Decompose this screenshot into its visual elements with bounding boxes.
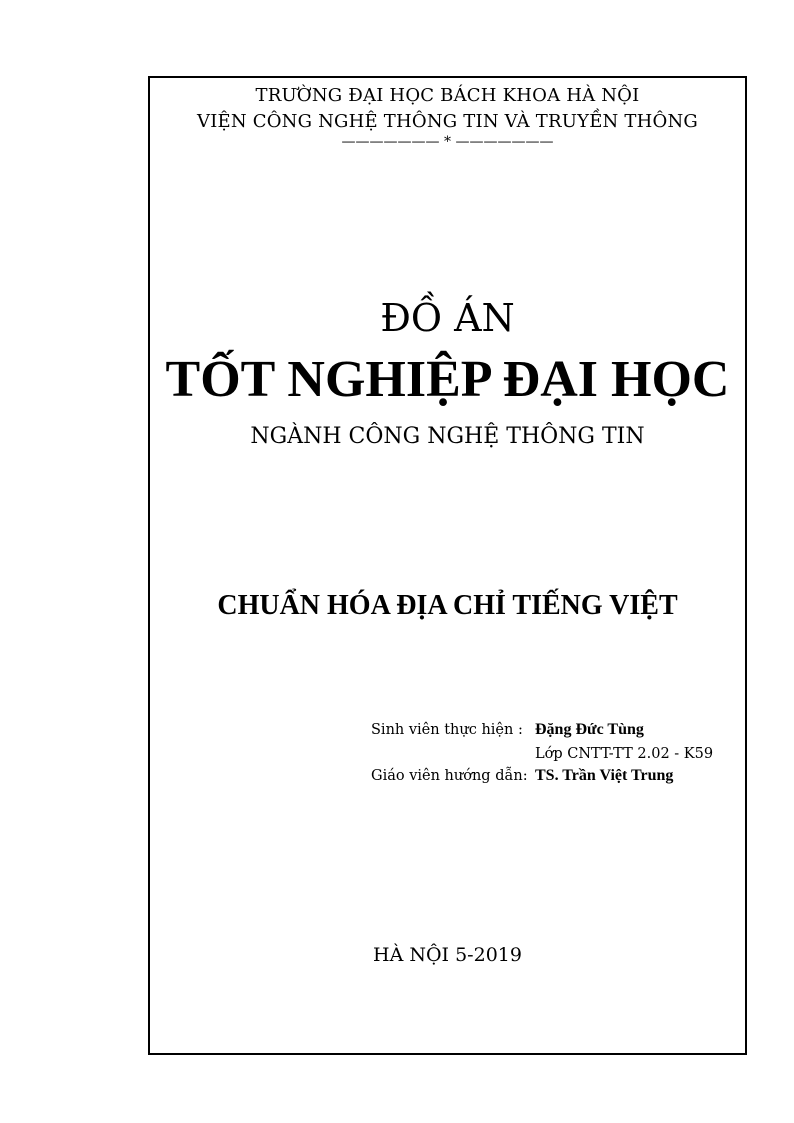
page-border-frame xyxy=(148,76,747,1055)
thesis-title: CHUẨN HÓA ĐỊA CHỈ TIẾNG VIỆT xyxy=(217,590,678,621)
advisor-label: Giáo viên hướng dẫn: xyxy=(371,768,528,784)
place-date: HÀ NỘI 5-2019 xyxy=(373,944,522,966)
advisor-name: TS. Trần Việt Trung xyxy=(535,767,674,784)
degree-title: TỐT NGHIỆP ĐẠI HỌC xyxy=(165,351,730,408)
header-separator: ——————— * ——————— xyxy=(341,134,554,150)
major-name: NGÀNH CÔNG NGHỆ THÔNG TIN xyxy=(250,424,645,449)
student-name: Đặng Đức Tùng xyxy=(535,721,644,738)
university-name: TRƯỜNG ĐẠI HỌC BÁCH KHOA HÀ NỘI xyxy=(255,85,640,106)
institute-name: VIỆN CÔNG NGHỆ THÔNG TIN VÀ TRUYỀN THÔNG xyxy=(197,111,698,132)
student-class: Lớp CNTT-TT 2.02 - K59 xyxy=(535,746,714,762)
student-label: Sinh viên thực hiện : xyxy=(371,722,523,738)
document-type: ĐỒ ÁN xyxy=(380,296,515,340)
